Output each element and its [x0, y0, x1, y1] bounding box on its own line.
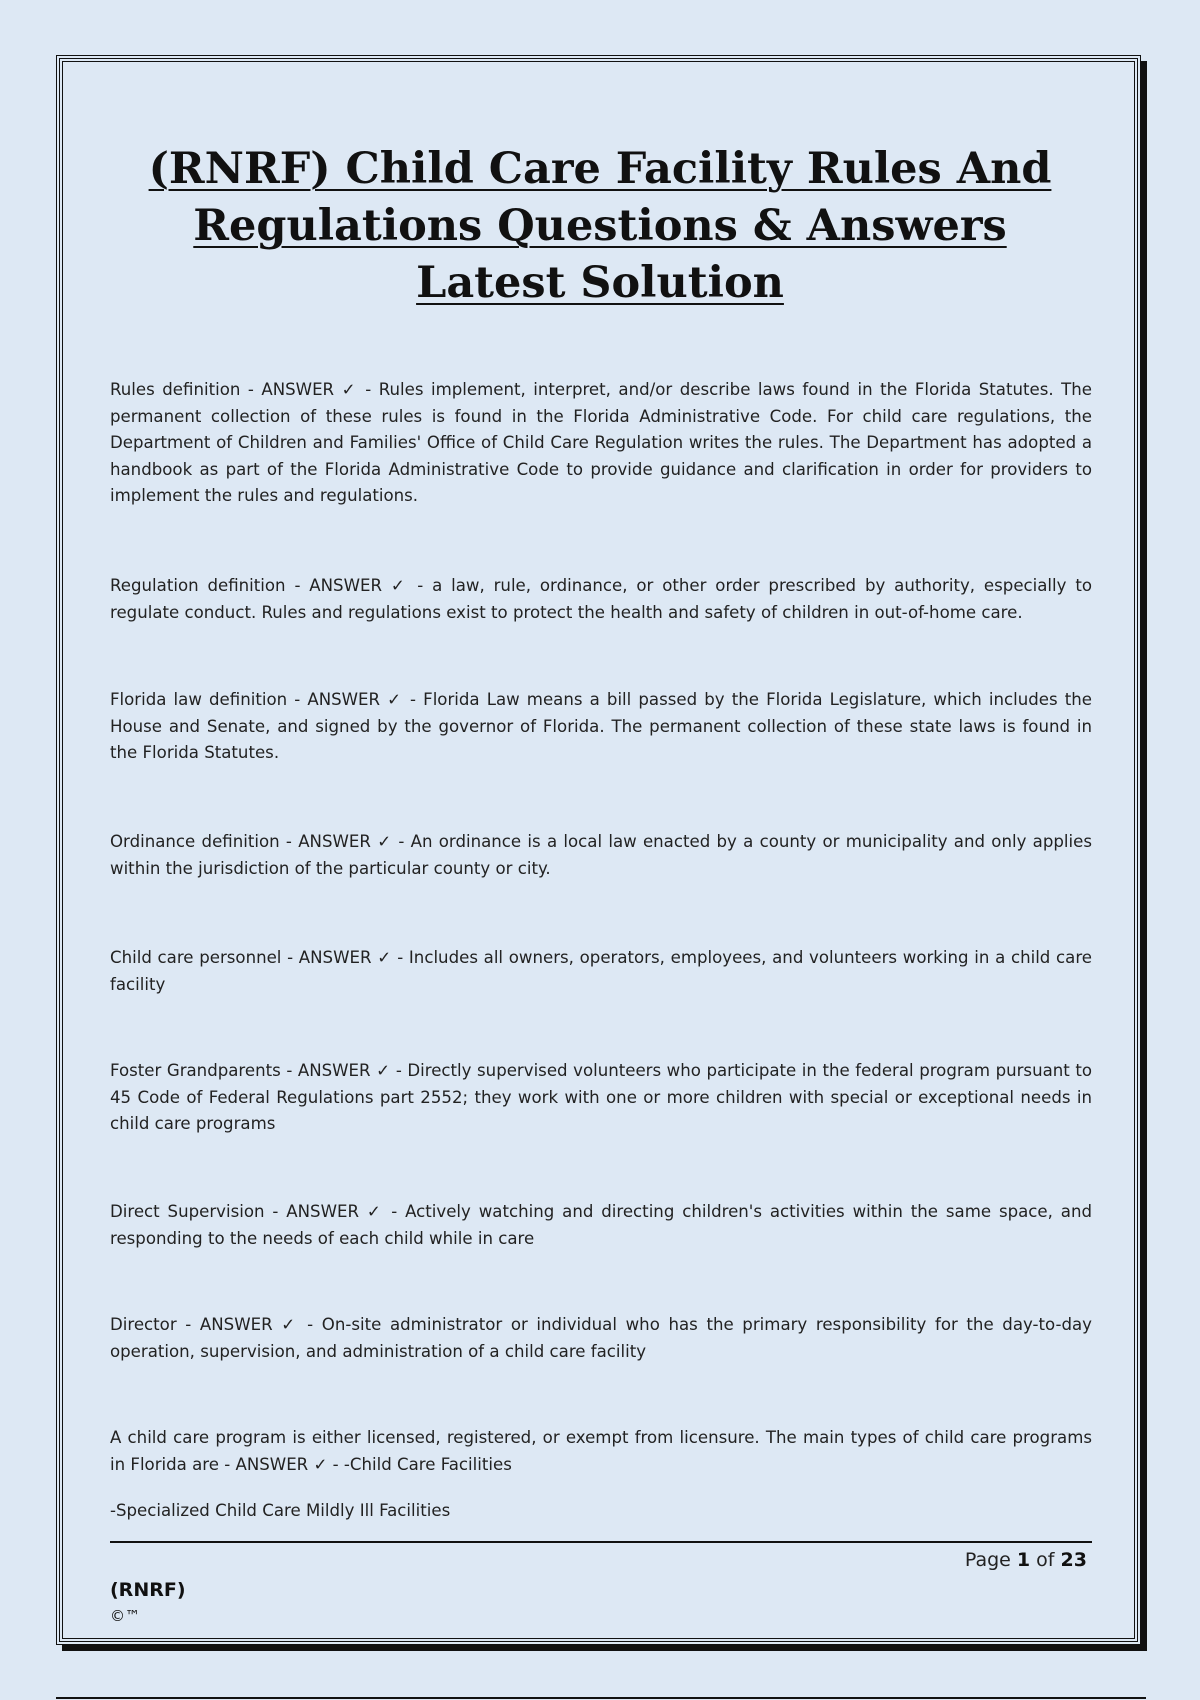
qa-entry-ordinance-definition: Ordinance definition - ANSWER ✓ - An ordinance is a local law enacted by a county or municipality and only applies within the jurisdiction of the particular county or city.	[110, 832, 1092, 878]
document-title: (RNRF) Child Care Facility Rules And Regulations Questions & Answers Latest Solution	[148, 144, 1052, 308]
qa-entry-director: Director - ANSWER ✓ - On-site administrator or individual who has the primary responsibility for the day-to-day operation, supervision, and administration of a child care facility	[110, 1315, 1092, 1361]
qa-entry-florida-law-definition: Florida law definition - ANSWER ✓ - Florida Law means a bill passed by the Florida Legislature, which includes the House and Senate, and signed by the governor of Florida. The permanent collection of these state laws is found in the Florida Statutes.	[110, 690, 1092, 762]
qa-entry-child-care-personnel: Child care personnel - ANSWER ✓ - Includes all owners, operators, employees, and volunteers working in a child care facility	[110, 948, 1092, 994]
page-total: 23	[1060, 1549, 1087, 1571]
footer-copyright: ©™	[110, 1607, 140, 1625]
qa-entry-rules-definition: Rules definition - ANSWER ✓ - Rules implement, interpret, and/or describe laws found in the Florida Statutes. The permanent collection of these rules is found in the Florida Administrative Code. For child care regulations, the Department of Children and Families' Office of Child Care Regulation writes the rules. The Department has adopted a handbook as part of the Florida Administrative Code to provide guidance and clarification in order for providers to implement the rules and regulations.	[110, 380, 1092, 505]
footer-brand: (RNRF)	[110, 1579, 186, 1601]
qa-entry-program-types-item: -Specialized Child Care Mildly Ill Facilities	[110, 1501, 451, 1520]
of-word: of	[1036, 1549, 1055, 1571]
qa-entry-program-types: A child care program is either licensed, registered, or exempt from licensure. The main types of child care programs in Florida are - ANSWER ✓ - -Child Care Facilities	[110, 1428, 1092, 1474]
qa-entry-foster-grandparents: Foster Grandparents - ANSWER ✓ - Directly supervised volunteers who participate in the federal program pursuant to 45 Code of Federal Regulations part 2552; they work with one or more children with special or exceptional needs in child care programs	[110, 1061, 1092, 1133]
footer-divider	[110, 1541, 1092, 1543]
document-page	[56, 55, 1141, 1645]
next-page-edge	[56, 1697, 1146, 1699]
page-current: 1	[1016, 1549, 1031, 1571]
qa-entry-regulation-definition: Regulation definition - ANSWER ✓ - a law, rule, ordinance, or other order prescribed by authority, especially to regulate conduct. Rules and regulations exist to protect the health and safety of children in out-of-home care.	[110, 576, 1092, 622]
qa-entry-direct-supervision: Direct Supervision - ANSWER ✓ - Actively watching and directing children's activities within the same space, and responding to the needs of each child while in care	[110, 1202, 1092, 1248]
page-word: Page	[964, 1549, 1011, 1571]
page-number	[965, 1549, 1087, 1571]
